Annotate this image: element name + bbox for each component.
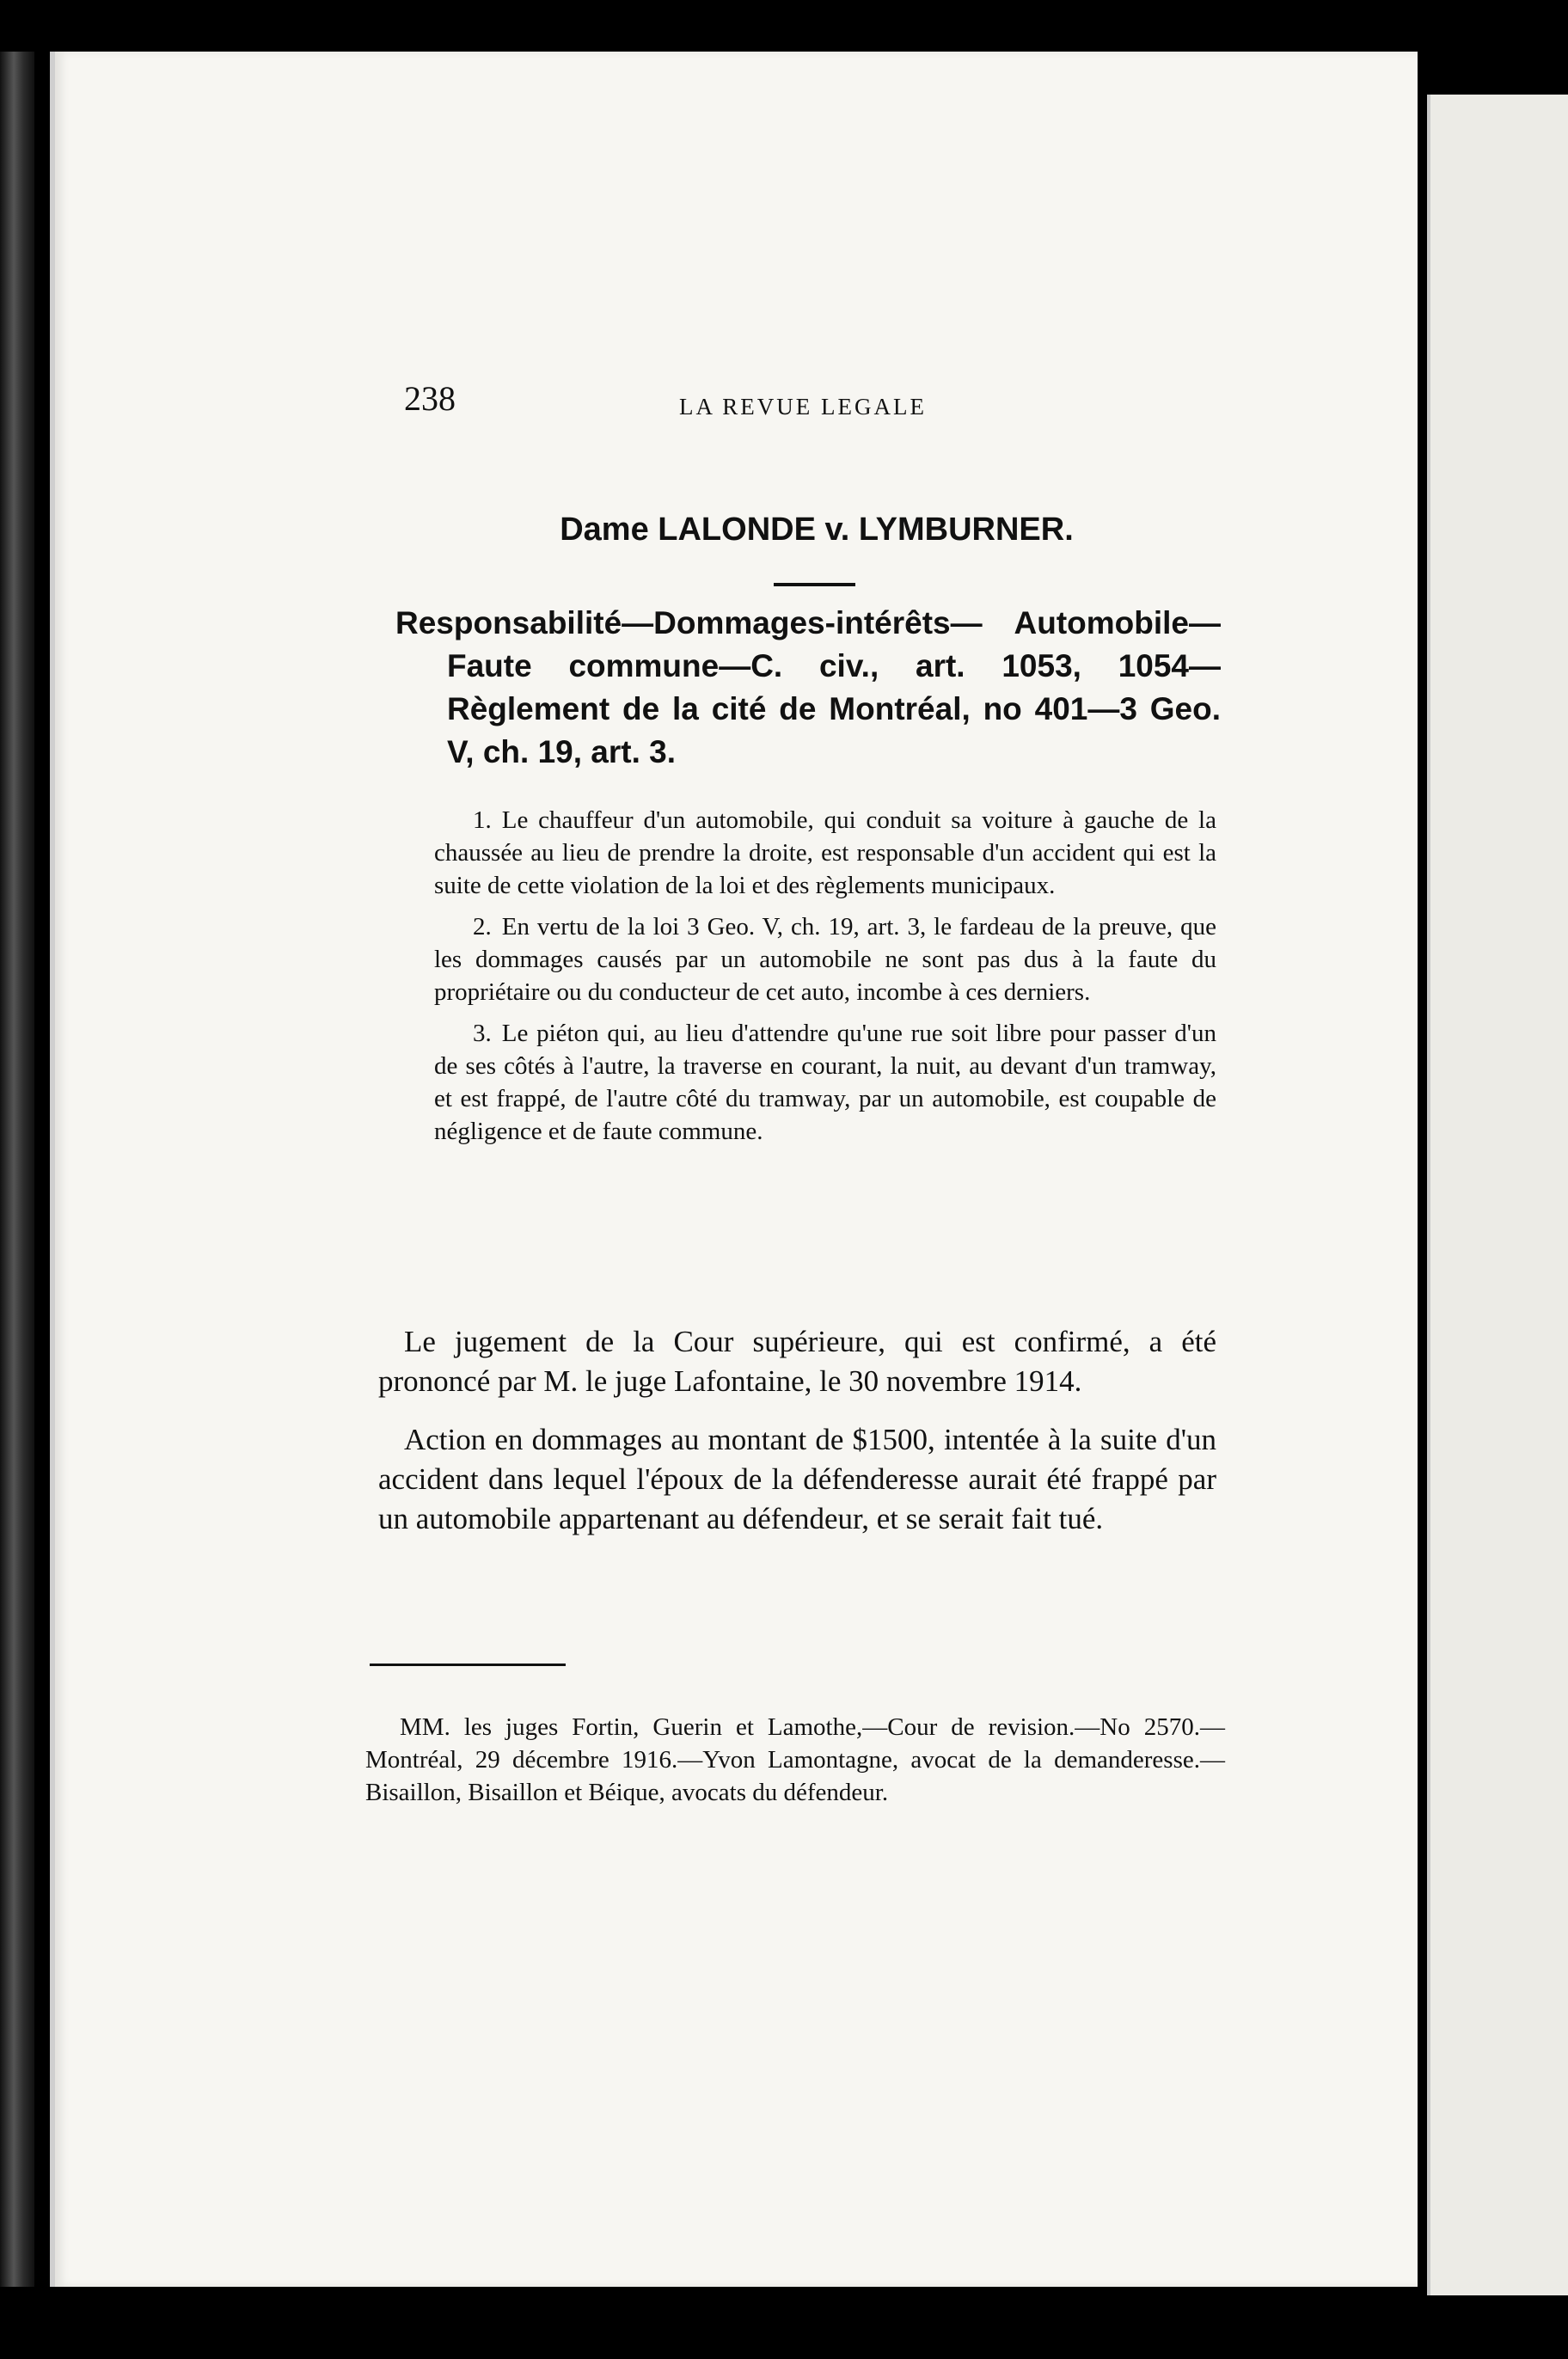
summary-item-text: Le chauffeur d'un automobile, qui conduit sa voiture à gauche de la chaussée au lieu de prendre la droite, est responsable d'un accident qui est la suite de cette violation de la loi et des règlements municipaux. [434, 806, 1216, 899]
subject-heading-text: Responsabilité—Dommages-intérêts— Automobile—Faute commune—C. civ., art. 1053, 1054—Règlement de la cité de Montréal, no 401—3 Geo. V, ch. 19, art. 3. [395, 605, 1221, 769]
body-paragraph: Le jugement de la Cour supérieure, qui est confirmé, a été prononcé par M. le juge Lafontaine, le 30 novembre 1914. [378, 1325, 1216, 1398]
running-head [404, 378, 1229, 430]
body-paragraph: Action en dommages au montant de $1500, intentée à la suite d'un accident dans lequel l'époux de la défenderesse aurait été frappé par un automobile appartenant au défendeur, et se serait fait tué. [378, 1423, 1216, 1535]
summary-item-text: En vertu de la loi 3 Geo. V, ch. 19, art. 3, le fardeau de la preuve, que les dommages causés par un automobile ne sont pas dus à la faute du propriétaire ou du conducteur de cet auto, incombe à ces derniers. [434, 913, 1216, 1006]
summary-item [434, 1017, 1216, 1148]
footnote-divider [370, 1664, 566, 1666]
summary-item-number: 3. [473, 1020, 492, 1047]
book-spine [0, 52, 34, 2287]
summary-item-text: Le piéton qui, au lieu d'attendre qu'une rue soit libre pour passer d'un de ses côtés à l'autre, la traverse en courant, la nuit, au devant d'un tramway, et est frappé, de l'autre côté du tramway, par un automobile, est coupable de négligence et de faute commune. [434, 1020, 1216, 1145]
body-text [378, 1322, 1216, 1558]
footnote-text: MM. les juges Fortin, Guerin et Lamothe,—Cour de revision.—No 2570.—Montréal, 29 décembre 1916.—Yvon Lamontagne, avocat de la demanderesse.—Bisaillon, Bisaillon et Béique, avocats du défendeur. [365, 1713, 1225, 1806]
journal-title: LA REVUE LEGALE [679, 394, 927, 420]
summary-item-number: 1. [473, 806, 492, 834]
case-title: Dame LALONDE v. LYMBURNER. [560, 512, 1074, 548]
title-divider [774, 583, 855, 586]
facing-page-edge [1427, 95, 1568, 2295]
subject-heading [395, 602, 1221, 774]
page-number: 238 [404, 379, 456, 418]
summary-item [434, 804, 1216, 902]
footnote [365, 1711, 1225, 1809]
summary-item-number: 2. [473, 913, 492, 941]
summary-item [434, 910, 1216, 1008]
headnote-summary [434, 804, 1216, 1156]
